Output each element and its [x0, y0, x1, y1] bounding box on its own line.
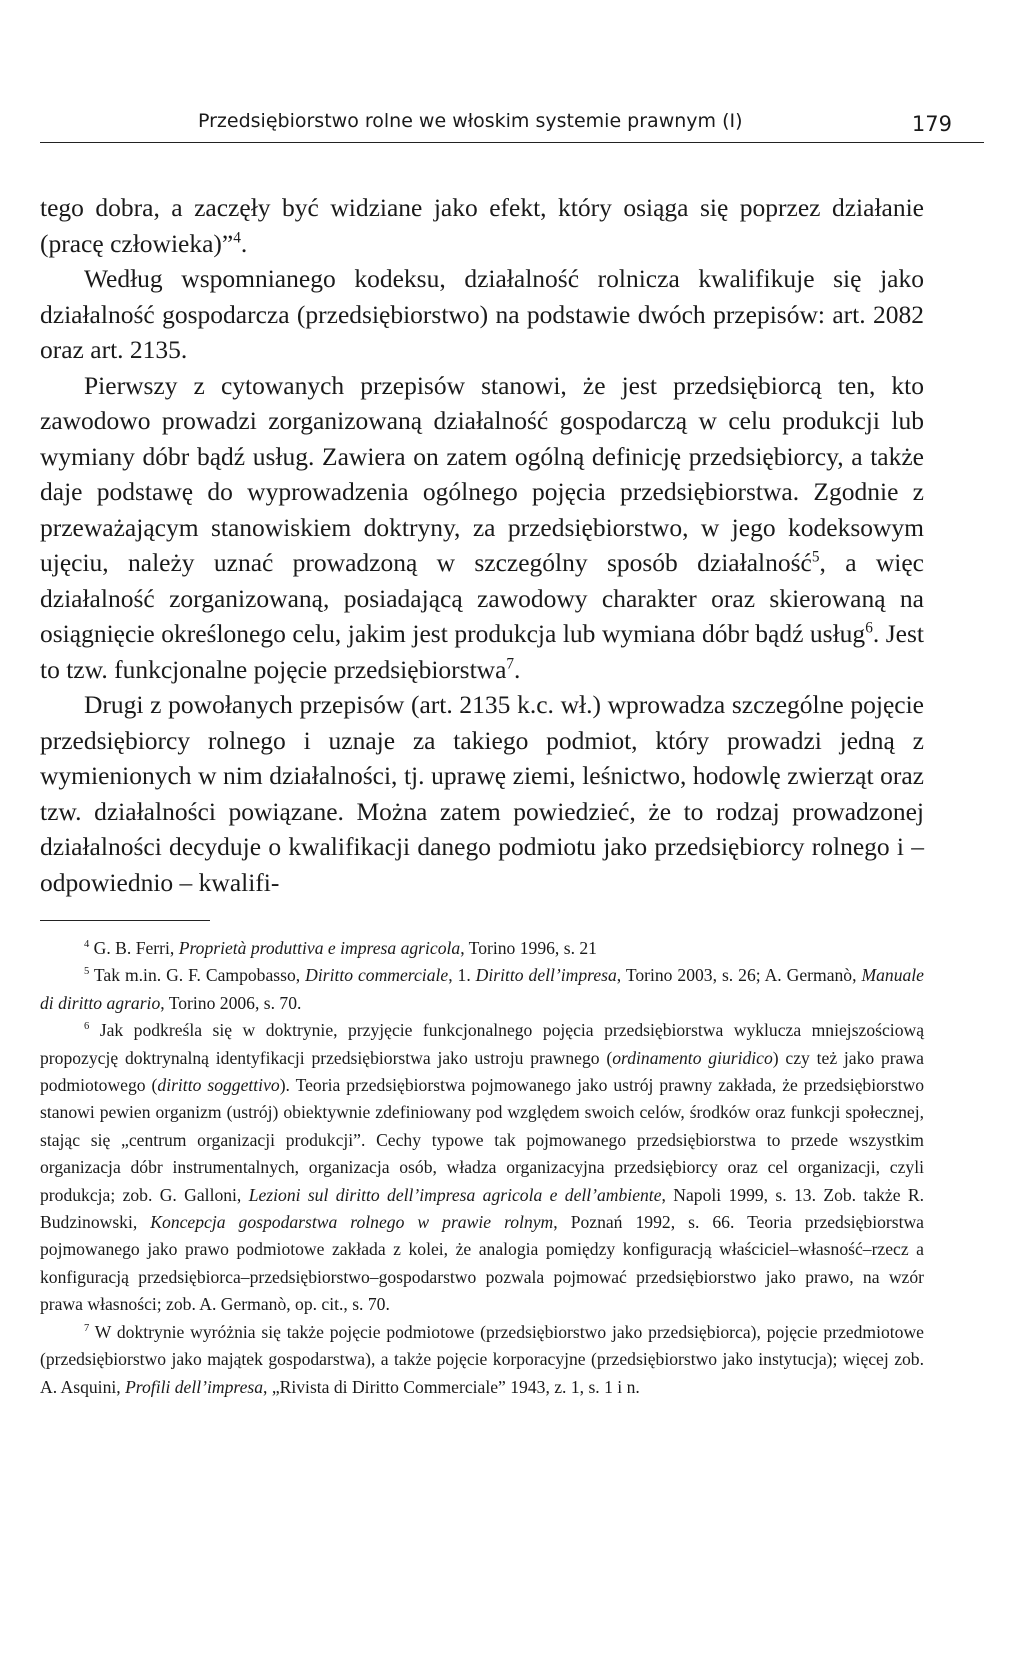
- text-run: tego dobra, a zaczęły być widziane jako efekt, który osiąga się poprzez działanie (pracę człowieka)”: [40, 193, 924, 258]
- footnote-number: 6: [84, 1021, 90, 1033]
- cited-title: Lezioni sul diritto dell’impresa agricola e dell’ambiente: [248, 1184, 662, 1205]
- cited-title: Proprietà produttiva e impresa agricola: [178, 938, 461, 958]
- footnote-number: 5: [84, 966, 90, 978]
- italic-term: ordinamento giuridico: [612, 1047, 773, 1068]
- text-run: , 1.: [448, 965, 476, 986]
- cited-title: Manuale di diritto agrario: [40, 965, 924, 1013]
- cited-title: Koncepcja gospodarstwa rolnego w prawie rolnym: [150, 1212, 554, 1233]
- text-run: , a więc działalność zorganizowaną, posiadającą zawodowy charakter oraz skierowaną na osiągnięcie określonego celu, jakim jest produkcja lub wymiana dóbr bądź usług: [40, 548, 924, 648]
- footnote-separator: [40, 920, 210, 921]
- footnote-ref-7: 7: [506, 655, 515, 672]
- text-run: , Poznań 1992, s. 66. Teoria przedsiębiorstwa pojmowanego jako prawo podmiotowe zakłada z kolei, że analogia pomiędzy konfiguracją właściciel–własność–rzecz a konfiguracją przedsiębiorca–przedsiębiorstwo–gospodarstwo pozwala pojmować przedsiębiorstwo jako prawo, na wzór prawa własności; zob. A. Germanò, op. cit., s. 70.: [40, 1212, 924, 1315]
- main-text: [40, 190, 924, 900]
- text-run: , „Rivista di Diritto Commerciale” 1943, z. 1, s. 1 i n.: [263, 1376, 640, 1397]
- text-run: Jak podkreśla się w doktrynie, przyjęcie funkcjonalnego pojęcia przedsiębiorstwa wyklucza mniejszościową propozycję doktrynalną identyfikacji przedsiębiorstwa jako ustroju prawnego (: [40, 1020, 924, 1068]
- footnote-5: [40, 962, 924, 1017]
- text-run: , Torino 1996, s. 21: [460, 938, 597, 958]
- text-run: Drugi z powołanych przepisów (art. 2135 k.c. wł.) wprowadza szczególne pojęcie przedsiębiorcy rolnego i uznaje za takiego podmiot, który prowadzi jedną z wymienionych w nim działalności, tj. uprawę ziemi, leśnictwo, hodowlę zwierząt oraz tzw. działalności powiązane. Można zatem powiedzieć, że to rodzaj prowadzonej działalności decyduje o kwalifikacji danego podmiotu jako przedsiębiorcy rolnego i – odpowiednio – kwalifi-: [40, 690, 924, 897]
- text-run: G. B. Ferri,: [89, 938, 179, 958]
- text-run: .: [240, 228, 248, 258]
- text-run: ). Teoria przedsiębiorstwa pojmowanego jako ustrój prawny zakłada, że przedsiębiorstwo stanowi pewien organizm (ustrój) obiektywnie zdefiniowany pod względem swoich celów, środków oraz funkcji społecznej, stając się „centrum organizacji produkcji”. Cechy typowe tak pojmowanego przedsiębiorstwa to przede wszystkim organizacja dóbr instrumentalnych, organizacja osób, władza organizacyjna przedsiębiorcy oraz cel organizacji, czyli produkcja; zob. G. Galloni,: [40, 1075, 924, 1205]
- footnote-ref-6: 6: [865, 619, 873, 637]
- text-run: ) czy też jako prawa podmiotowego (: [40, 1047, 924, 1096]
- text-run: , Napoli 1999, s. 13. Zob. także R. Budzinowski,: [40, 1184, 924, 1233]
- cited-title: Diritto commerciale: [305, 965, 449, 986]
- running-title: Przedsiębiorstwo rolne we włoskim systemie prawnym (I): [198, 110, 743, 132]
- footnote-number: 4: [84, 939, 90, 951]
- document-page: [40, 0, 984, 1664]
- text-run: .: [514, 654, 521, 684]
- running-header: [40, 108, 984, 143]
- footnote-ref-5: 5: [811, 548, 820, 566]
- footnote-number: 7: [84, 1322, 90, 1334]
- text-run: , Torino 2006, s. 70.: [160, 992, 302, 1013]
- footnote-ref-4: 4: [233, 229, 241, 246]
- footnote-4: [40, 935, 924, 962]
- text-run: , Torino 2003, s. 26; A. Germanò,: [616, 965, 862, 986]
- text-run: W doktrynie wyróżnia się także pojęcie podmiotowe (przedsiębiorstwo jako przedsiębiorca), pojęcie przedmiotowe (przedsiębiorstwo jako majątek gospodarstwa), a także pojęcie korporacyjne (przedsiębiorstwo jako instytucja); więcej zob. A. Asquini,: [40, 1321, 924, 1397]
- footnote-6: [40, 1017, 924, 1318]
- text-run: Pierwszy z cytowanych przepisów stanowi, że jest przedsiębiorcą ten, kto zawodowo prowadzi zorganizowaną działalność gospodarczą w celu produkcji lub wymiany dóbr bądź usług. Zawiera on zatem ogólną definicję przedsiębiorcy, a także daje podstawę do wyprowadzenia ogólnego pojęcia przedsiębiorstwa. Zgodnie z przeważającym stanowiskiem doktryny, za przedsiębiorstwo, w jego kodeksowym ujęciu, należy uznać prowadzoną w szczególny sposób działalność: [40, 370, 924, 577]
- text-run: . Jest to tzw. funkcjonalne pojęcie przedsiębiorstwa: [40, 619, 925, 684]
- cited-title: Diritto dell’impresa: [475, 965, 617, 986]
- text-run: Według wspomnianego kodeksu, działalność rolnicza kwalifikuje się jako działalność gospodarcza (przedsiębiorstwo) na podstawie dwóch przepisów: art. 2082 oraz art. 2135.: [40, 264, 924, 364]
- paragraph-4: [40, 687, 924, 900]
- text-run: Tak m.in. G. F. Campobasso,: [89, 965, 306, 986]
- italic-term: diritto soggettivo: [157, 1075, 280, 1096]
- page-number: 179: [911, 112, 952, 136]
- paragraph-2: [40, 261, 924, 368]
- footnotes: [40, 935, 924, 1401]
- footnote-7: [40, 1319, 924, 1401]
- cited-title: Profili dell’impresa: [125, 1376, 264, 1397]
- paragraph-3: [40, 368, 924, 688]
- paragraph-1: [40, 190, 924, 261]
